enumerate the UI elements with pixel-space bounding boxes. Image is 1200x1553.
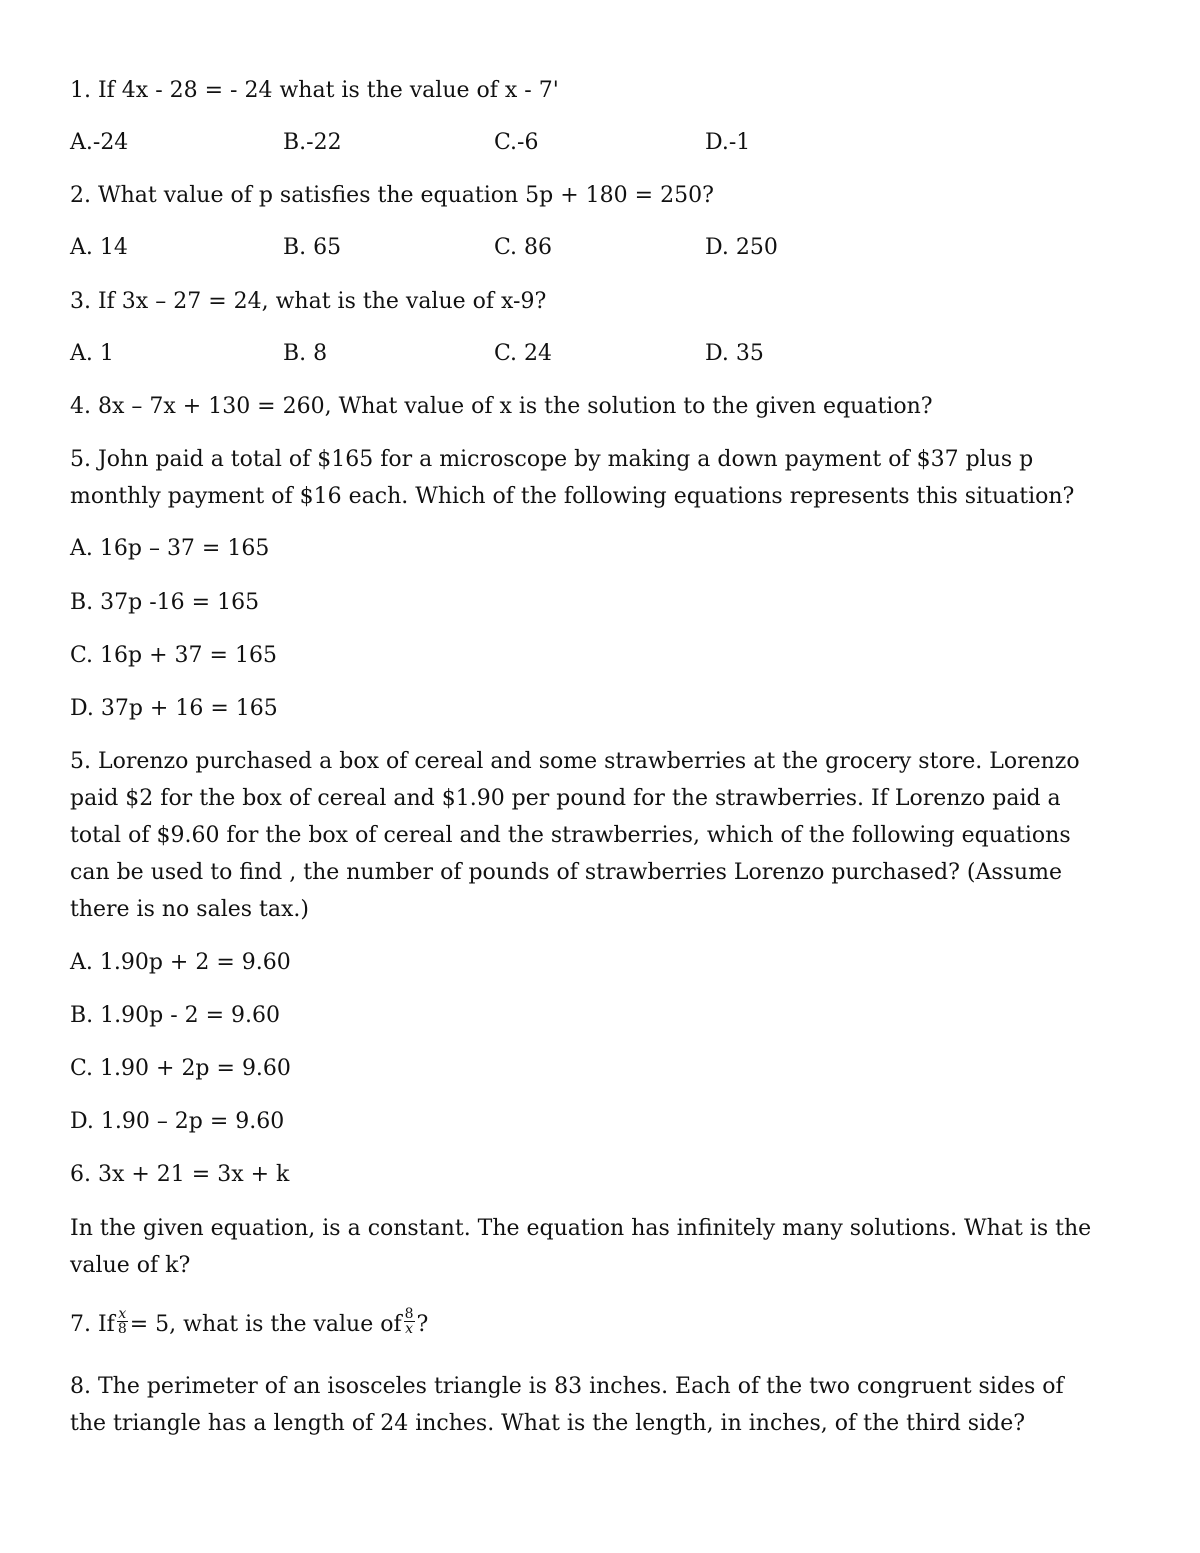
q5a-option-d: D. 37p + 16 = 165 [70, 696, 278, 721]
q5b-option-a: A. 1.90p + 2 = 9.60 [70, 950, 291, 975]
q1-option-a: A.-24 [70, 130, 129, 155]
question-5-john-line-1: 5. John paid a total of $165 for a microscope by making a down payment of $37 plus p [70, 447, 1034, 472]
q2-option-b: B. 65 [283, 235, 342, 260]
q3-option-c: C. 24 [494, 341, 553, 366]
q7-frac1-denominator: 8 [117, 1320, 127, 1337]
q2-option-a: A. 14 [70, 235, 128, 260]
question-5-lorenzo-line-3: total of $9.60 for the box of cereal and the strawberries, which of the following equations [70, 823, 1071, 848]
q2-option-c: C. 86 [494, 235, 553, 260]
q7-frac2-numerator: 8 [404, 1305, 414, 1322]
q3-option-a: A. 1 [70, 341, 114, 366]
question-5-lorenzo-line-5: there is no sales tax.) [70, 897, 309, 922]
question-6-line-1: In the given equation, is a constant. The equation has infinitely many solutions. What is the [70, 1216, 1092, 1241]
q3-option-b: B. 8 [283, 341, 328, 366]
question-3: 3. If 3x – 27 = 24, what is the value of x-9? [70, 289, 547, 314]
q1-option-b: B.-22 [283, 130, 342, 155]
q1-option-d: D.-1 [705, 130, 751, 155]
question-5-lorenzo-line-1: 5. Lorenzo purchased a box of cereal and some strawberries at the grocery store. Lorenzo [70, 749, 1080, 774]
q7-frac1-numerator: x [118, 1305, 127, 1322]
q7-fraction-8-over-x [404, 1307, 415, 1336]
q5a-option-a: A. 16p – 37 = 165 [70, 536, 270, 561]
question-6-line-2: value of k? [70, 1253, 191, 1278]
q3-option-d: D. 35 [705, 341, 764, 366]
q7-fraction-x-over-8 [117, 1307, 128, 1336]
q7-suffix: ? [416, 1312, 429, 1337]
question-8-line-2: the triangle has a length of 24 inches. What is the length, in inches, of the third side? [70, 1411, 1026, 1436]
question-4: 4. 8x – 7x + 130 = 260, What value of x is the solution to the given equation? [70, 394, 933, 419]
q5a-option-c: C. 16p + 37 = 165 [70, 643, 277, 668]
question-5-lorenzo-line-2: paid $2 for the box of cereal and $1.90 per pound for the strawberries. If Lorenzo paid a [70, 786, 1061, 811]
q5b-option-c: C. 1.90 + 2p = 9.60 [70, 1056, 291, 1081]
question-8-line-1: 8. The perimeter of an isosceles triangle is 83 inches. Each of the two congruent sides of [70, 1374, 1064, 1399]
question-5-lorenzo-line-4: can be used to find , the number of pounds of strawberries Lorenzo purchased? (Assume [70, 860, 1062, 885]
question-1: 1. If 4x - 28 = - 24 what is the value of x - 7' [70, 78, 559, 103]
question-7 [70, 1306, 428, 1343]
q7-frac2-denominator: x [405, 1320, 414, 1337]
q2-option-d: D. 250 [705, 235, 778, 260]
q5b-option-d: D. 1.90 – 2p = 9.60 [70, 1109, 285, 1134]
q7-prefix: 7. If [70, 1312, 115, 1337]
q7-middle: = 5, what is the value of [129, 1312, 402, 1337]
question-2: 2. What value of p satisfies the equation 5p + 180 = 250? [70, 183, 714, 208]
q1-option-c: C.-6 [494, 130, 539, 155]
q5a-option-b: B. 37p -16 = 165 [70, 590, 260, 615]
q5b-option-b: B. 1.90p - 2 = 9.60 [70, 1003, 281, 1028]
question-6-equation: 6. 3x + 21 = 3x + k [70, 1162, 290, 1187]
question-5-john-line-2: monthly payment of $16 each. Which of the following equations represents this situation? [70, 484, 1075, 509]
